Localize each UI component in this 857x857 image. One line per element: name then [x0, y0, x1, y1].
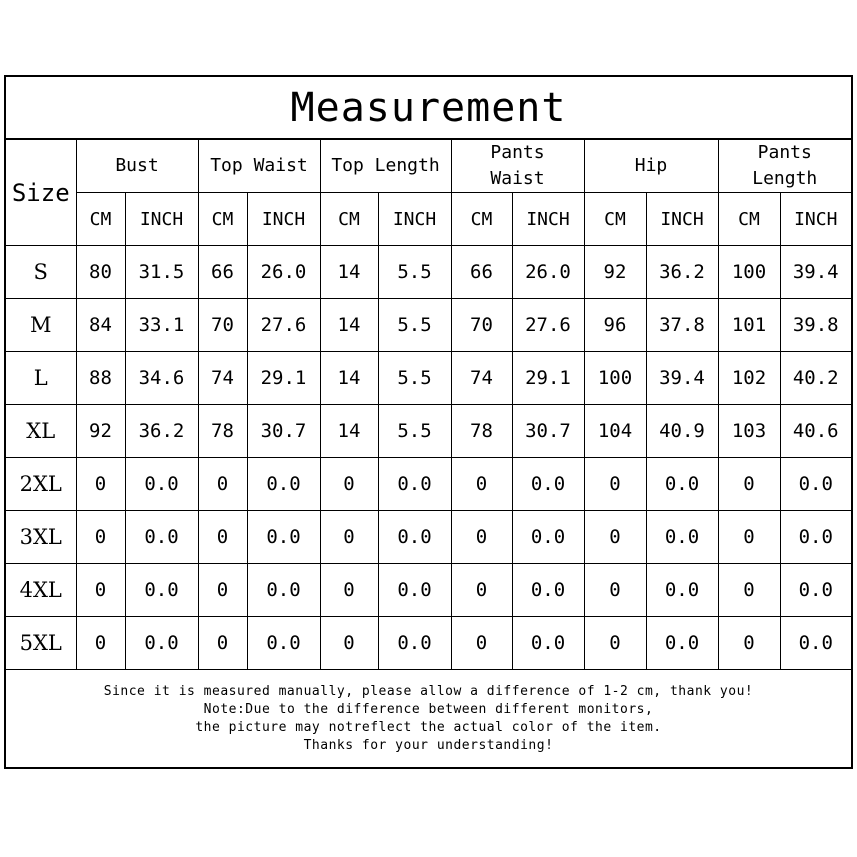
- cm-value-cell: 0: [584, 511, 646, 564]
- group-header-top-waist: Top Waist: [198, 140, 320, 193]
- cm-value-cell: 92: [76, 405, 125, 458]
- unit-header-inch: INCH: [780, 193, 851, 246]
- cm-value-cell: 0: [320, 511, 378, 564]
- inch-value-cell: 0.0: [512, 564, 584, 617]
- inch-value-cell: 0.0: [378, 511, 451, 564]
- cm-value-cell: 0: [320, 564, 378, 617]
- cm-value-cell: 0: [718, 511, 780, 564]
- size-label: L: [6, 352, 76, 405]
- inch-value-cell: 27.6: [512, 299, 584, 352]
- inch-value-cell: 29.1: [247, 352, 320, 405]
- cm-value-cell: 100: [584, 352, 646, 405]
- unit-header-cm: CM: [76, 193, 125, 246]
- cm-value-cell: 0: [451, 511, 512, 564]
- cm-value-cell: 104: [584, 405, 646, 458]
- inch-value-cell: 0.0: [646, 511, 718, 564]
- inch-value-cell: 40.9: [646, 405, 718, 458]
- inch-value-cell: 0.0: [780, 617, 851, 670]
- inch-value-cell: 5.5: [378, 299, 451, 352]
- measurement-note: [6, 671, 851, 767]
- cm-value-cell: 0: [718, 458, 780, 511]
- note-line: Thanks for your understanding!: [303, 738, 554, 753]
- cm-value-cell: 101: [718, 299, 780, 352]
- inch-value-cell: 0.0: [646, 564, 718, 617]
- inch-value-cell: 0.0: [378, 564, 451, 617]
- cm-value-cell: 0: [76, 458, 125, 511]
- size-label: XL: [6, 405, 76, 458]
- cm-value-cell: 78: [451, 405, 512, 458]
- cm-value-cell: 14: [320, 246, 378, 299]
- inch-value-cell: 5.5: [378, 405, 451, 458]
- cm-value-cell: 102: [718, 352, 780, 405]
- cm-value-cell: 0: [76, 617, 125, 670]
- inch-value-cell: 0.0: [247, 564, 320, 617]
- cm-value-cell: 78: [198, 405, 247, 458]
- cm-value-cell: 0: [320, 617, 378, 670]
- inch-value-cell: 29.1: [512, 352, 584, 405]
- inch-value-cell: 0.0: [780, 511, 851, 564]
- inch-value-cell: 39.4: [780, 246, 851, 299]
- inch-value-cell: 0.0: [125, 564, 198, 617]
- inch-value-cell: 36.2: [646, 246, 718, 299]
- cm-value-cell: 96: [584, 299, 646, 352]
- inch-value-cell: 0.0: [378, 458, 451, 511]
- cm-value-cell: 92: [584, 246, 646, 299]
- inch-value-cell: 0.0: [378, 617, 451, 670]
- cm-value-cell: 0: [718, 617, 780, 670]
- inch-value-cell: 0.0: [512, 617, 584, 670]
- unit-header-cm: CM: [320, 193, 378, 246]
- size-label: 5XL: [6, 617, 76, 670]
- unit-header-inch: INCH: [125, 193, 198, 246]
- inch-value-cell: 39.8: [780, 299, 851, 352]
- cm-value-cell: 84: [76, 299, 125, 352]
- cm-value-cell: 74: [451, 352, 512, 405]
- group-header-pants-waist: [451, 140, 584, 193]
- cm-value-cell: 0: [451, 564, 512, 617]
- unit-header-inch: INCH: [646, 193, 718, 246]
- cm-value-cell: 0: [451, 617, 512, 670]
- cm-value-cell: 14: [320, 405, 378, 458]
- size-label: S: [6, 246, 76, 299]
- size-column-header: Size: [6, 140, 76, 246]
- unit-header-cm: CM: [451, 193, 512, 246]
- cm-value-cell: 14: [320, 352, 378, 405]
- group-header-pants-length-label: Pants Length: [752, 142, 818, 189]
- size-label: 3XL: [6, 511, 76, 564]
- cm-value-cell: 0: [451, 458, 512, 511]
- cm-value-cell: 0: [198, 511, 247, 564]
- inch-value-cell: 0.0: [247, 458, 320, 511]
- inch-value-cell: 34.6: [125, 352, 198, 405]
- inch-value-cell: 30.7: [512, 405, 584, 458]
- size-label: 4XL: [6, 564, 76, 617]
- unit-header-inch: INCH: [378, 193, 451, 246]
- inch-value-cell: 0.0: [247, 511, 320, 564]
- cm-value-cell: 74: [198, 352, 247, 405]
- inch-value-cell: 37.8: [646, 299, 718, 352]
- unit-header-row: [6, 193, 851, 246]
- inch-value-cell: 39.4: [646, 352, 718, 405]
- table-row: [6, 564, 851, 617]
- unit-header-cm: CM: [718, 193, 780, 246]
- table-row: [6, 511, 851, 564]
- cm-value-cell: 66: [451, 246, 512, 299]
- inch-value-cell: 26.0: [512, 246, 584, 299]
- cm-value-cell: 14: [320, 299, 378, 352]
- table-row: [6, 458, 851, 511]
- cm-value-cell: 0: [584, 617, 646, 670]
- table-row: [6, 617, 851, 670]
- cm-value-cell: 100: [718, 246, 780, 299]
- group-header-top-length: Top Length: [320, 140, 451, 193]
- group-header-pants-waist-label: Pants Waist: [490, 142, 545, 189]
- size-label: M: [6, 299, 76, 352]
- cm-value-cell: 0: [320, 458, 378, 511]
- inch-value-cell: 5.5: [378, 246, 451, 299]
- note-line: the picture may notreflect the actual color of the item.: [195, 720, 662, 735]
- unit-header-inch: INCH: [512, 193, 584, 246]
- size-label: 2XL: [6, 458, 76, 511]
- table-row: [6, 405, 851, 458]
- cm-value-cell: 70: [198, 299, 247, 352]
- inch-value-cell: 0.0: [125, 458, 198, 511]
- inch-value-cell: 0.0: [780, 458, 851, 511]
- cm-value-cell: 88: [76, 352, 125, 405]
- inch-value-cell: 33.1: [125, 299, 198, 352]
- cm-value-cell: 0: [76, 564, 125, 617]
- inch-value-cell: 40.6: [780, 405, 851, 458]
- inch-value-cell: 0.0: [646, 617, 718, 670]
- unit-header-inch: INCH: [247, 193, 320, 246]
- table-row: [6, 246, 851, 299]
- size-chart: [4, 75, 853, 769]
- inch-value-cell: 0.0: [125, 511, 198, 564]
- cm-value-cell: 103: [718, 405, 780, 458]
- cm-value-cell: 0: [718, 564, 780, 617]
- unit-header-cm: CM: [198, 193, 247, 246]
- inch-value-cell: 0.0: [125, 617, 198, 670]
- inch-value-cell: 30.7: [247, 405, 320, 458]
- inch-value-cell: 0.0: [512, 458, 584, 511]
- chart-title: Measurement: [6, 77, 851, 140]
- unit-header-cm: CM: [584, 193, 646, 246]
- inch-value-cell: 40.2: [780, 352, 851, 405]
- inch-value-cell: 5.5: [378, 352, 451, 405]
- group-header-row: [6, 140, 851, 193]
- cm-value-cell: 0: [198, 564, 247, 617]
- note-line: Since it is measured manually, please allow a difference of 1-2 cm, thank you!: [103, 684, 754, 699]
- cm-value-cell: 80: [76, 246, 125, 299]
- table-row: [6, 299, 851, 352]
- inch-value-cell: 0.0: [780, 564, 851, 617]
- inch-value-cell: 27.6: [247, 299, 320, 352]
- inch-value-cell: 0.0: [512, 511, 584, 564]
- size-table: [6, 140, 851, 670]
- cm-value-cell: 0: [198, 617, 247, 670]
- cm-value-cell: 0: [198, 458, 247, 511]
- group-header-hip: Hip: [584, 140, 718, 193]
- inch-value-cell: 0.0: [247, 617, 320, 670]
- inch-value-cell: 26.0: [247, 246, 320, 299]
- group-header-bust: Bust: [76, 140, 198, 193]
- note-line: Note:Due to the difference between different monitors,: [203, 702, 654, 717]
- cm-value-cell: 66: [198, 246, 247, 299]
- cm-value-cell: 0: [584, 564, 646, 617]
- inch-value-cell: 31.5: [125, 246, 198, 299]
- size-rows: [6, 246, 851, 670]
- inch-value-cell: 0.0: [646, 458, 718, 511]
- table-row: [6, 352, 851, 405]
- cm-value-cell: 0: [584, 458, 646, 511]
- cm-value-cell: 70: [451, 299, 512, 352]
- cm-value-cell: 0: [76, 511, 125, 564]
- inch-value-cell: 36.2: [125, 405, 198, 458]
- group-header-pants-length: [718, 140, 851, 193]
